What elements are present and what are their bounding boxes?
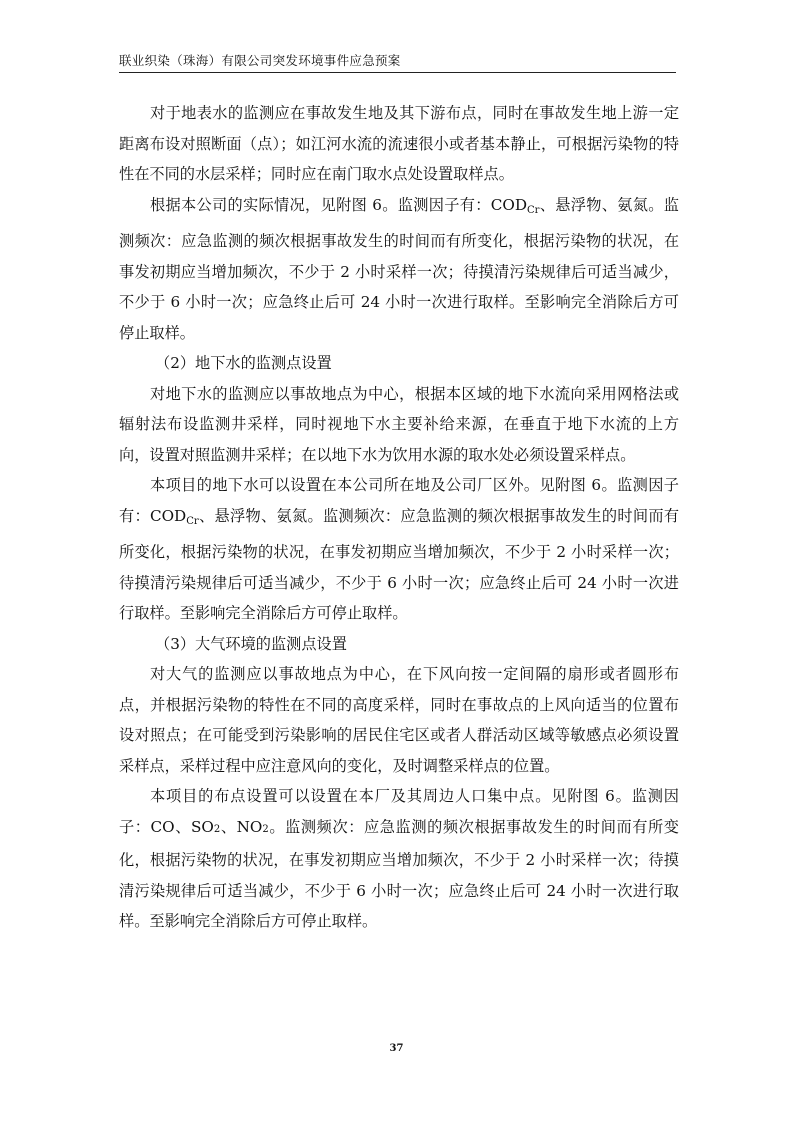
section-heading-groundwater: （2）地下水的监测点设置 bbox=[155, 354, 332, 372]
header-divider bbox=[119, 72, 676, 73]
paragraph-groundwater: 对地下水的监测应以事故地点为中心，根据本区域的地下水流向采用网格法或辐射法布设监测井采样，同时视地下水主要补给来源，在垂直于地下水流的上方向，设置对照监测井采样；在以地下水为饮用水源的取水处必须设置采样点。 bbox=[119, 384, 679, 464]
subscript: 2 bbox=[262, 823, 269, 835]
paragraph-text: 根据本公司的实际情况，见附图 6。监测因子有：COD bbox=[150, 195, 527, 214]
paragraph-text: 、悬浮物、氨氮。监测频次：应急监测的频次根据事故发生的时间而有所变化，根据污染物的状况，在事发初期应当增加频次，不少于 2 小时采样一次；待摸清污染规律后可适当减少，不少于 6 小时一次；应急终止后可 24 小时一次进行取样。至影响完全消除后方可停止取样。 bbox=[119, 506, 680, 622]
paragraph-atmosphere: 对大气的监测应以事故地点为中心，在下风向按一定间隔的扇形或者圆形布点，并根据污染物的特性在不同的高度采样，同时在事故点的上风向适当的位置布设对照点；在可能受到污染影响的居民住宅区或者人群活动区域等敏感点必须设置采样点，采样过程中应注意风向的变化，及时调整采样点的位置。 bbox=[119, 665, 679, 775]
paragraph-text: 、悬浮物、氨氮。监测频次：应急监测的频次根据事故发生的时间而有所变化，根据污染物的状况，在事发初期应当增加频次，不少于 2 小时采样一次；待摸清污染规律后可适当减少，不少于 6 小时一次；应急终止后可 24 小时一次进行取样。至影响完全消除后方可停止取样。 bbox=[119, 195, 679, 342]
paragraph-atmosphere-factors bbox=[119, 781, 679, 937]
paragraph-surface-water-factors bbox=[119, 190, 679, 349]
document-header: 联业织染（珠海）有限公司突发环境事件应急预案 bbox=[119, 53, 401, 68]
document-body bbox=[119, 98, 679, 937]
paragraph-text: 本项目的布点设置可以设置在本厂及其周边人口集中点。见附图 6。监测因子：CO、SO bbox=[119, 787, 679, 836]
paragraph-text: 、NO bbox=[220, 817, 263, 836]
paragraph-text: 。监测频次：应急监测的频次根据事故发生的时间而有所变化，根据污染物的状况，在事发初期应当增加频次，不少于 2 小时采样一次；待摸清污染规律后可适当减少，不少于 6 小时一次；应急终止后可 24 小时一次进行取样。至影响完全消除后方可停止取样。 bbox=[119, 817, 679, 930]
subscript: 2 bbox=[213, 823, 221, 835]
section-heading-atmosphere: （3）大气环境的监测点设置 bbox=[155, 634, 347, 653]
page-number: 37 bbox=[389, 1043, 404, 1054]
paragraph-text: 本项目的地下水可以设置在本公司所在地及公司厂区外。见附图 6。监测因子有：COD bbox=[119, 476, 679, 525]
subscript: Cr bbox=[186, 515, 199, 527]
paragraph-groundwater-factors bbox=[119, 470, 679, 629]
subscript: Cr bbox=[527, 204, 540, 216]
paragraph-surface-water: 对于地表水的监测应在事故发生地及其下游布点，同时在事故发生地上游一定距离布设对照断面（点）；如江河水流的流速很小或者基本静止，可根据污染物的特性在不同的水层采样；同时应在南门取水点处设置取样点。 bbox=[119, 104, 679, 183]
